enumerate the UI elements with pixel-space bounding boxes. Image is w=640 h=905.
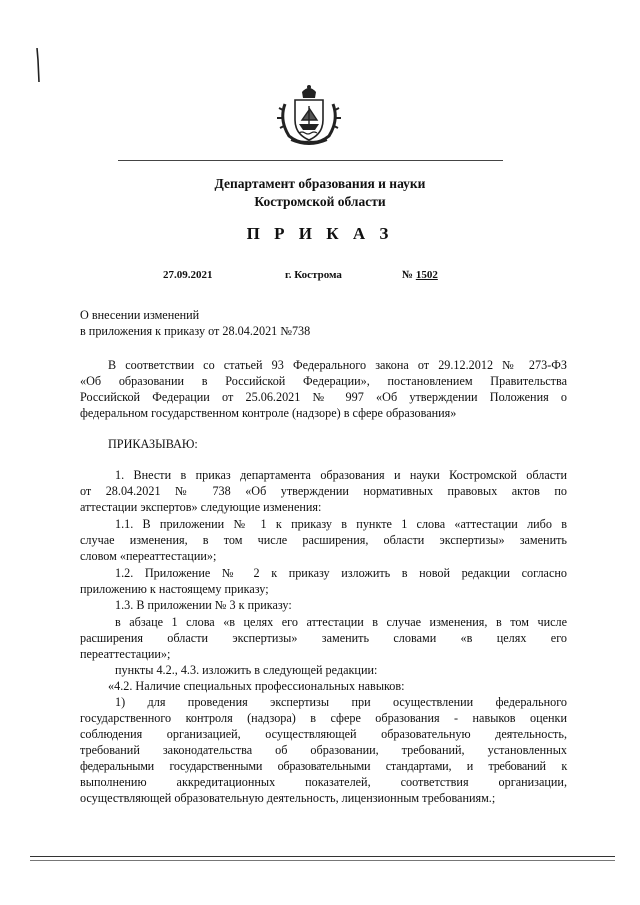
order-number	[402, 269, 438, 281]
preamble-line: «Об образовании в Российской Федерации», постановлением Правительства	[80, 374, 567, 388]
paragraph-line: расширения области экспертизы» заменить словами «в целях его	[80, 631, 567, 645]
preamble-line: федеральном государственном контроле (надзоре) в сфере образования»	[80, 406, 457, 420]
paragraph-line: случае изменения, в том числе расширения, области экспертизы» заменить	[80, 533, 567, 547]
paragraph-line: приложению к настоящему приказу;	[80, 582, 269, 596]
scan-mark	[36, 48, 40, 82]
paragraph-line: в абзаце 1 слова «в целях его аттестации в случае изменения, в том числе	[115, 615, 567, 629]
kostroma-coat-of-arms-icon	[271, 82, 347, 148]
order-number-value: 1502	[415, 269, 438, 281]
page-bottom-rule	[30, 856, 615, 857]
preamble-line: В соответствии со статьей 93 Федерального закона от 29.12.2012 № 273-ФЗ	[108, 358, 567, 372]
department-name-line1: Департамент образования и науки	[214, 176, 426, 191]
header-divider	[118, 160, 503, 161]
subject-line2: в приложения к приказу от 28.04.2021 №738	[80, 324, 311, 338]
document-title: П Р И К А З	[246, 224, 394, 243]
paragraph-line: словом «переаттестации»;	[80, 549, 217, 563]
paragraph-line: «4.2. Наличие специальных профессиональных навыков:	[108, 679, 405, 693]
order-word: ПРИКАЗЫВАЮ:	[108, 437, 198, 451]
paragraph-line: пункты 4.2., 4.3. изложить в следующей редакции:	[115, 663, 378, 677]
paragraph-line: выполнению аккредитационных показателей, соответствия организации,	[80, 775, 567, 789]
paragraph-line: 1) для проведения экспертизы при осуществлении федерального	[115, 695, 567, 709]
paragraph-line: соблюдения организацией, осуществляющей образовательную деятельность,	[80, 727, 567, 741]
paragraph-line: федеральными государственными образовательными стандартами, и требований к	[80, 759, 567, 773]
department-name-line2: Костромской области	[254, 194, 386, 209]
paragraph-line: 1.2. Приложение № 2 к приказу изложить в новой редакции согласно	[115, 566, 567, 580]
paragraph-line: аттестации экспертов» следующие изменения:	[80, 500, 322, 514]
paragraph-line: 1. Внести в приказ департамента образования и науки Костромской области	[115, 468, 567, 482]
page-bottom-rule	[30, 860, 615, 861]
order-date: 27.09.2021	[163, 269, 213, 281]
paragraph-line: 1.1. В приложении № 1 к приказу в пункте 1 слова «аттестации либо в	[115, 517, 567, 531]
preamble-line: Российской Федерации от 25.06.2021 № 997 «Об утверждении Положения о	[80, 390, 567, 404]
order-city: г. Кострома	[285, 269, 342, 281]
paragraph-line: переаттестации»;	[80, 647, 171, 661]
paragraph-line: осуществляющей образовательную деятельность, лицензионным требованиям.;	[80, 791, 496, 805]
paragraph-line: 1.3. В приложении № 3 к приказу:	[115, 598, 292, 612]
order-number-label: №	[402, 269, 414, 281]
paragraph-line: требований законодательства об образовании, требований, установленных	[80, 743, 567, 757]
paragraph-line: от 28.04.2021 № 738 «Об утверждении нормативных правовых актов по	[80, 484, 567, 498]
subject-line1: О внесении изменений	[80, 308, 200, 322]
paragraph-line: государственного контроля (надзора) в сфере образования - навыков оценки	[80, 711, 567, 725]
